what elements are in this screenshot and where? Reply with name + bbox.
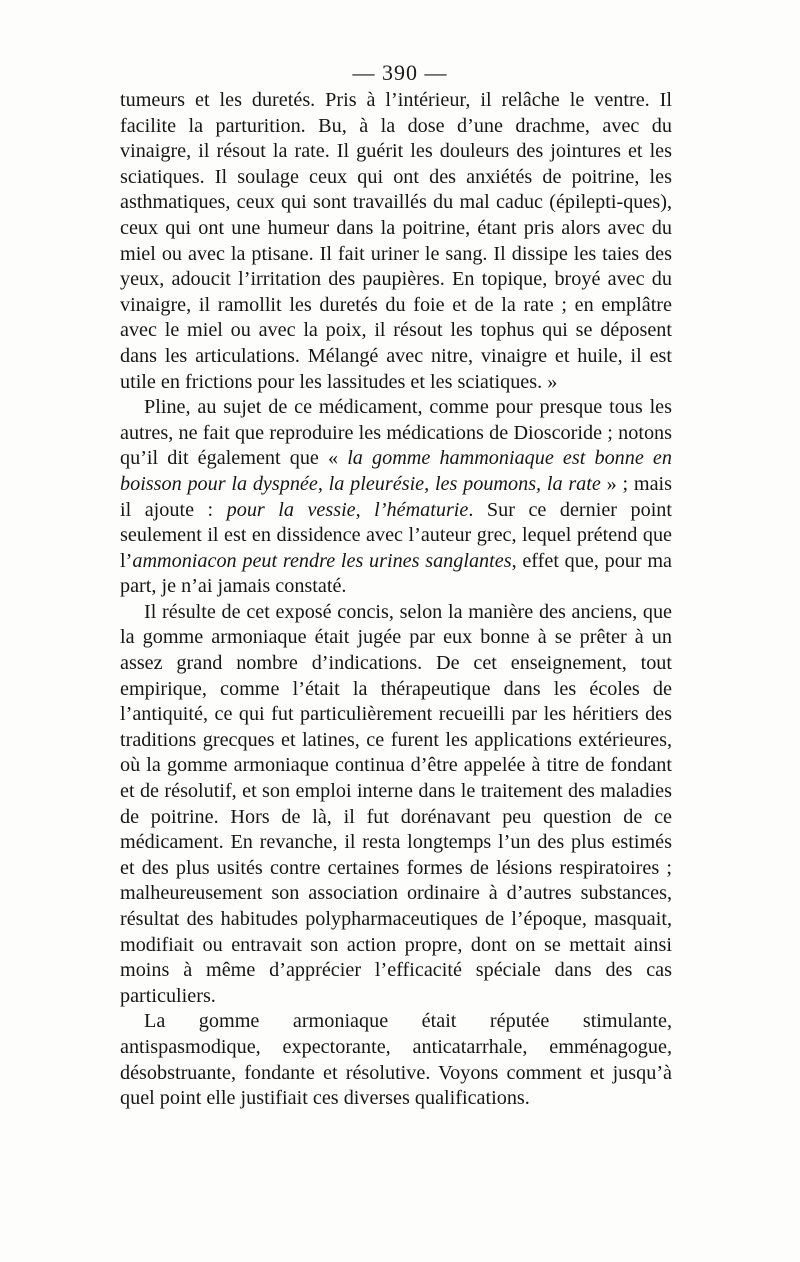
text-run: Pline, au sujet de ce médicament, comme pour presque tous les autres, ne fait que reproduire les médications de Dioscoride ; notons qu’il dit également que « [120,396,672,470]
paragraph [120,88,672,395]
page-number: — 390 — [352,60,448,85]
italic-text: la gomme hammoniaque est bonne en boisson pour la dyspnée, la pleurésie, les poumons, la rate [120,447,672,495]
text-run: La gomme armoniaque était réputée stimulante, antispasmodique, expectorante, anticatarrhale, emménagogue, désobstruante, fondante et résolutive. Voyons comment et jusqu’à quel point elle justifiait ces diverses qualifications. [120,1010,672,1110]
text-run: . Sur ce dernier point seulement il est en dissidence avec l’auteur grec, lequel prétend que l’ [120,498,673,572]
paragraph [120,600,672,1010]
text-run: Il résulte de cet exposé concis, selon la manière des anciens, que la gomme armoniaque était jugée par eux bonne à se prêter à un assez grand nombre d’indications. De cet enseignement, tout empirique, comme l’était la thérapeutique dans les écoles de l’antiquité, ce qui fut particulièrement recueilli par les héritiers des traditions grecques et latines, ce furent les applications extérieures, où la gomme armoniaque continua d’être appelée à titre de fondant et de résolutif, et son emploi interne dans le traitement des maladies de poitrine. Hors de là, il fut dorénavant peu question de ce médicament. En revanche, il resta longtemps l’un des plus estimés et des plus usités contre certaines formes de lésions respiratoires ; malheureusement son association ordinaire à d’autres substances, résultat des habitudes polypharmaceutiques de l’époque, masquait, modifiait ou entravait son action propre, dont on se mettait ainsi moins à même d’apprécier l’efficacité spéciale dans des cas particuliers. [120,600,672,1007]
italic-text: ammoniacon peut rendre les urines sanglantes [132,549,512,572]
text-run: » ; mais il ajoute : [120,472,672,521]
paragraph [120,1009,672,1111]
text-run: tumeurs et les duretés. Pris à l’intérieur, il relâche le ventre. Il facilite la parturition. Bu, à la dose d’une drachme, avec du vinaigre, il résout la rate. Il guérit les douleurs des jointures et les sciatiques. Il soulage ceux qui ont des anxiétés de poitrine, les asthmatiques, ceux qui sont travaillés du mal caduc (épilepti-ques), ceux qui ont une humeur dans la poitrine, étant pris alors avec du miel ou avec la ptisane. Il fait uriner le sang. Il dissipe les taies des yeux, adoucit l’irritation des paupières. En topique, broyé avec du vinaigre, il ramollit les duretés du foie et de la rate ; en emplâtre avec le miel ou avec la poix, il résout les tophus qui se déposent dans les articulations. Mélangé avec nitre, vinaigre et huile, il est utile en frictions pour les lassitudes et les sciatiques. » [120,89,672,393]
text-run: , effet que, pour ma part, je n’ai jamais constaté. [120,549,672,598]
italic-text: pour la vessie, l’hématurie [226,498,469,521]
body-text [120,88,672,1112]
paragraph [120,395,672,600]
